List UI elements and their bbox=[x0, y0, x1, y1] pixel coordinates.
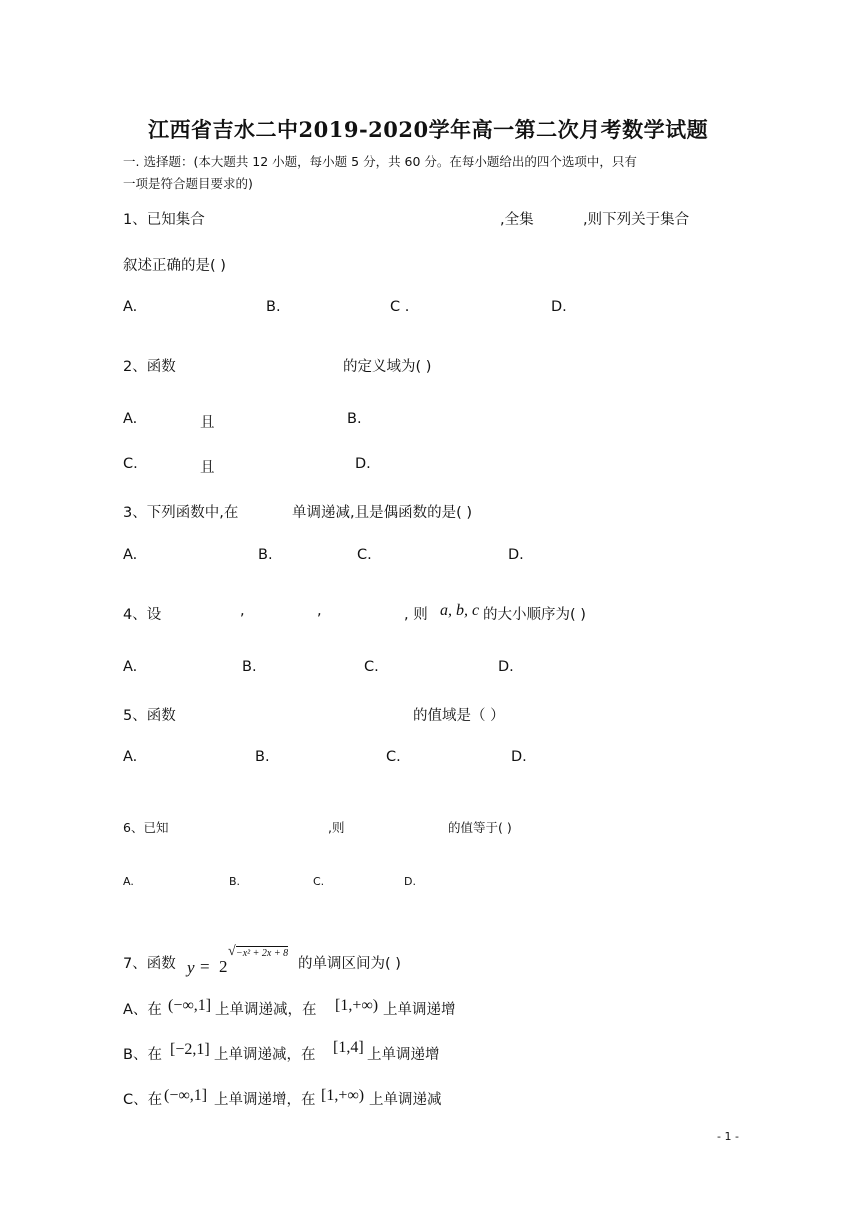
q7-option-c-suffix: 上单调递减 bbox=[369, 1092, 442, 1108]
q7-option-a-prefix: A、在 bbox=[123, 1002, 162, 1018]
q7-option-b-middle: 上单调递减，在 bbox=[214, 1047, 316, 1063]
q1-universal-set: ,全集 bbox=[500, 212, 534, 228]
q5-option-d: D. bbox=[511, 749, 527, 765]
q4-option-a: A. bbox=[123, 659, 138, 675]
q7-stem: 7、函数 bbox=[123, 956, 176, 972]
q1-stem-tail: ,则下列关于集合 bbox=[583, 212, 690, 228]
q6-stem-tail: 的值等于( ) bbox=[448, 820, 512, 835]
q2-option-b: B. bbox=[347, 411, 362, 427]
q3-stem-tail: 单调递减,且是偶函数的是( ) bbox=[292, 505, 473, 521]
q7-option-c-prefix: C、在 bbox=[123, 1092, 163, 1108]
q7-formula-base: 2 bbox=[219, 957, 228, 976]
q7-option-a-suffix: 上单调递增 bbox=[383, 1002, 456, 1018]
q3-option-c: C. bbox=[357, 547, 372, 563]
q7-option-c-middle: 上单调递增，在 bbox=[214, 1092, 316, 1108]
q2-option-a-and: 且 bbox=[200, 415, 215, 431]
q3-option-a: A. bbox=[123, 547, 138, 563]
q5-option-b: B. bbox=[255, 749, 270, 765]
q3-stem: 3、下列函数中,在 bbox=[123, 505, 239, 521]
q5-option-a: A. bbox=[123, 749, 138, 765]
q4-option-c: C. bbox=[364, 659, 379, 675]
q2-option-c: C. bbox=[123, 456, 138, 472]
q6-option-b: B. bbox=[229, 875, 241, 888]
q1-stem-line2: 叙述正确的是( ) bbox=[123, 258, 226, 274]
q7-option-b-interval-2: [1,4] bbox=[333, 1039, 364, 1056]
q4-comma-1: , bbox=[240, 603, 245, 619]
q2-option-a: A. bbox=[123, 411, 138, 427]
q3-option-d: D. bbox=[508, 547, 524, 563]
q7-option-a-middle: 上单调递减，在 bbox=[215, 1002, 317, 1018]
q4-stem-tail: 的大小顺序为( ) bbox=[483, 607, 586, 623]
q7-option-a-interval-1: (−∞,1] bbox=[168, 997, 212, 1014]
q4-option-d: D. bbox=[498, 659, 514, 675]
q4-stem: 4、设 bbox=[123, 607, 162, 623]
q7-stem-tail: 的单调区间为( ) bbox=[298, 956, 401, 972]
q5-stem-tail: 的值域是（ ） bbox=[413, 708, 505, 724]
q7-option-b-prefix: B、在 bbox=[123, 1047, 162, 1063]
q4-then: , 则 bbox=[404, 607, 428, 623]
section-instructions-line2: 一项是符合题目要求的) bbox=[123, 176, 253, 191]
q6-option-c: C. bbox=[313, 875, 325, 888]
q4-variables: a, b, c bbox=[440, 602, 480, 619]
q4-option-b: B. bbox=[242, 659, 257, 675]
q4-comma-2: , bbox=[317, 603, 322, 619]
q6-option-a: A. bbox=[123, 875, 134, 888]
q6-then: ,则 bbox=[328, 820, 345, 835]
q7-option-c-interval-2: [1,+∞) bbox=[321, 1087, 365, 1104]
q7-formula-radical-sign: √ bbox=[228, 944, 236, 959]
q6-option-d: D. bbox=[404, 875, 416, 888]
q1-stem: 1、已知集合 bbox=[123, 212, 205, 228]
page-title: 江西省吉水二中2019-2020学年高一第二次月考数学试题 bbox=[148, 117, 709, 142]
q1-option-b: B. bbox=[266, 299, 281, 315]
q1-option-a: A. bbox=[123, 299, 138, 315]
q2-option-c-and: 且 bbox=[200, 460, 215, 476]
q6-stem: 6、已知 bbox=[123, 820, 169, 835]
q7-option-a-interval-2: [1,+∞) bbox=[335, 997, 379, 1014]
section-instructions-line1: 一. 选择题：(本大题共 12 小题，每小题 5 分，共 60 分。在每小题给出的四个选项中，只有 bbox=[123, 154, 637, 169]
q7-formula-lhs: y bbox=[187, 958, 195, 977]
q1-option-d: D. bbox=[551, 299, 567, 315]
q7-formula-equals: = bbox=[200, 957, 210, 976]
q5-stem: 5、函数 bbox=[123, 708, 176, 724]
q2-option-d: D. bbox=[355, 456, 371, 472]
q3-option-b: B. bbox=[258, 547, 273, 563]
q7-option-b-suffix: 上单调递增 bbox=[367, 1047, 440, 1063]
q2-stem-tail: 的定义域为( ) bbox=[343, 359, 432, 375]
q7-option-c-interval-1: (−∞,1] bbox=[164, 1087, 208, 1104]
q7-formula-radicand: −x² + 2x + 8 bbox=[236, 948, 289, 959]
q2-stem: 2、函数 bbox=[123, 359, 176, 375]
q1-option-c: C . bbox=[390, 299, 410, 315]
page-number: - 1 - bbox=[717, 1130, 739, 1143]
q5-option-c: C. bbox=[386, 749, 401, 765]
q7-option-b-interval-1: [−2,1] bbox=[170, 1041, 210, 1058]
